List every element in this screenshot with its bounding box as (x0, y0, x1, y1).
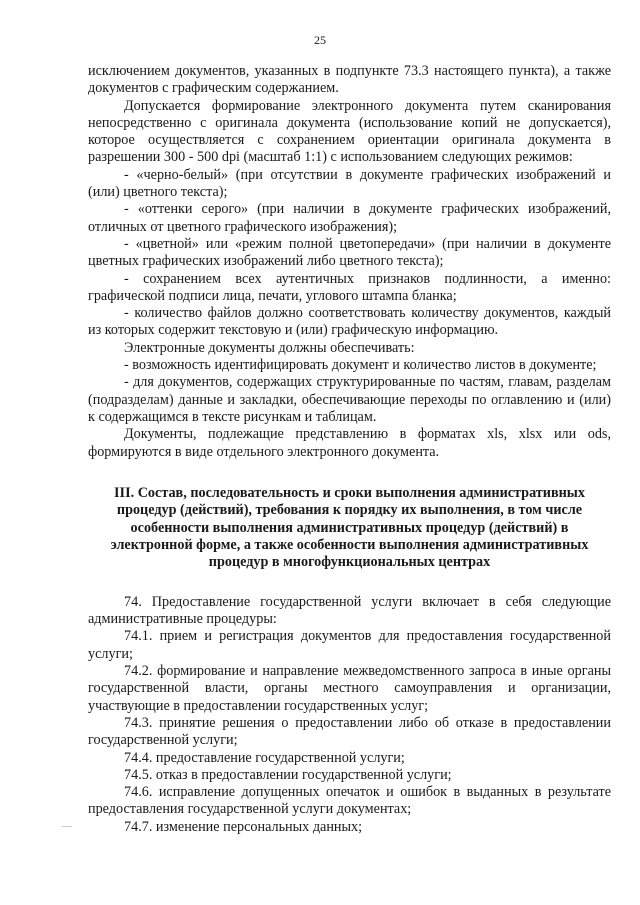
list-item: - «черно-белый» (при отсутствии в документе графических изображений и (или) цветного текста); (88, 166, 611, 201)
list-item: 74.7. изменение персональных данных; (124, 818, 363, 835)
paragraph: Электронные документы должны обеспечивать: (124, 339, 415, 356)
list-item: 74.5. отказ в предоставлении государственной услуги; (124, 766, 452, 783)
list-item: - «оттенки серого» (при наличии в документе графических изображений, отличных от цветного графического изображения); (88, 201, 611, 235)
page-number: 25 (314, 33, 326, 47)
list-item: - сохранением всех аутентичных признаков подлинности, а именно: графической подписи лица, печати, углового штампа бланка; (88, 270, 611, 304)
scan-mark: — (62, 821, 72, 832)
paragraph: исключением документов, указанных в подпункте 73.3 настоящего пункта), а также документов с графическим содержанием. (88, 63, 611, 97)
list-item: 74.4. предоставление государственной услуги; (124, 749, 405, 766)
section-heading: III. Состав, последовательность и сроки выполнения административных процедур (действий), требования к порядку их выполнения, в том числе особенности выполнения административных процедур (действий) в электронной форме, а также особенности выполнения административных процедур в многофункциональных центрах (110, 484, 589, 571)
list-item: 74. Предоставление государственной услуги включает в себя следующие административные процедуры: (88, 593, 611, 628)
list-item: 74.3. принятие решения о предоставлении либо об отказе в предоставлении государственной услуги; (88, 714, 611, 749)
list-item: - для документов, содержащих структурированные по частям, главам, разделам (подразделам) данные и закладки, обеспечивающие переходы по оглавлению и (или) к содержащимся в тексте рисункам и таблицам. (88, 374, 611, 425)
paragraph: Допускается формирование электронного документа путем сканирования непосредственно с оригинала документа (использование копий не допускается), которое осуществляется с сохранением ориентации оригинала документа в разрешении 300 - 500 dpi (масштаб 1:1) с использованием следующих режимов: (88, 97, 611, 166)
list-item: 74.2. формирование и направление межведомственного запроса в иные органы государственной власти, органы местного самоуправления и организации, участвующие в предоставлении государственных услуг; (88, 663, 611, 714)
list-item: - возможность идентифицировать документ и количество листов в документе; (124, 357, 597, 374)
list-item: 74.6. исправление допущенных опечаток и ошибок в выданных в результате предоставления государственной услуги документах; (88, 784, 611, 818)
list-item: - «цветной» или «режим полной цветопередачи» (при наличии в документе цветных графических изображений либо цветного текста); (88, 235, 611, 270)
list-item: - количество файлов должно соответствовать количеству документов, каждый из которых содержит текстовую и (или) графическую информацию. (88, 305, 611, 339)
list-item: 74.1. прием и регистрация документов для предоставления государственной услуги; (88, 628, 611, 662)
paragraph: Документы, подлежащие представлению в форматах xls, xlsx или ods, формируются в виде отдельного электронного документа. (88, 426, 611, 460)
page-body (88, 63, 611, 836)
